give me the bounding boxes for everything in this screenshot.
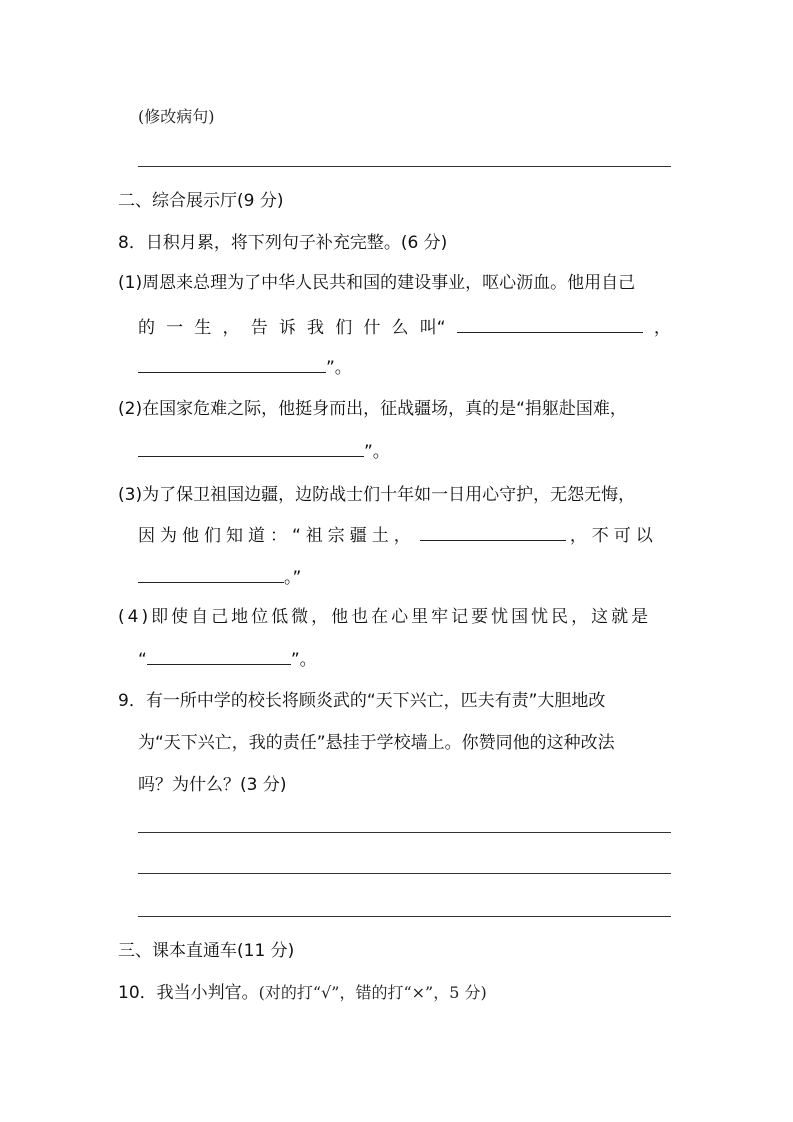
q9-line2: 为“天下兴亡，我的责任”悬挂于学校墙上。你赞同他的这种改法: [138, 733, 615, 753]
text: 诉: [278, 318, 296, 338]
q8-item3-line2: [138, 524, 658, 547]
q8-item2-line2: [138, 440, 390, 463]
text: 们: [335, 318, 353, 338]
text: 的: [138, 318, 155, 338]
q8-item3-line3: [138, 566, 301, 589]
text: ，不可以: [569, 526, 658, 546]
answer-line-q9-3[interactable]: [138, 916, 671, 917]
text: 因为他们知道：“祖宗疆土，: [138, 526, 416, 546]
fill-blank-2[interactable]: [138, 440, 364, 457]
answer-line-revise[interactable]: [138, 166, 671, 167]
section-2-heading: 二、综合展示厅(9 分): [118, 191, 284, 211]
q9-line3: 吗？为什么？(3 分): [138, 775, 287, 795]
text: 一: [166, 318, 184, 338]
q8-item1-line1: (1)周恩来总理为了中华人民共和国的建设事业，呕心沥血。他用自己: [118, 273, 636, 293]
text: 叫“: [419, 318, 446, 338]
fill-blank-4[interactable]: [147, 648, 291, 665]
text: ”。: [326, 358, 352, 378]
q8-item4-line2: [138, 648, 317, 671]
revise-sentence-instruction: (修改病句): [138, 107, 215, 126]
q8-item3-line1: (3)为了保卫祖国边疆，边防战士们十年如一日用心守护，无怨无悔，: [118, 485, 636, 505]
question-10-instruction: (对的打“√”，错的打“×”，5 分): [258, 983, 487, 1002]
fill-blank-3a[interactable]: [420, 524, 566, 541]
text: 告: [250, 318, 268, 338]
q8-item1-line2: [138, 316, 671, 339]
text: ”。: [364, 442, 390, 462]
text: ，: [653, 318, 671, 338]
text: 生: [194, 318, 212, 338]
answer-line-q9-2[interactable]: [138, 873, 671, 874]
question-10-title: 10．我当小判官。: [118, 983, 259, 1003]
answer-line-q9-1[interactable]: [138, 832, 671, 833]
fill-blank-1a[interactable]: [457, 316, 643, 333]
text: 。”: [284, 568, 302, 588]
question-8-title: 8．日积月累，将下列句子补充完整。(6 分): [118, 233, 448, 253]
text: 么: [391, 318, 409, 338]
text: 什: [363, 318, 381, 338]
q8-item1-line3: [138, 356, 352, 379]
q8-item4-line1: (4)即使自己地位低微，他也在心里牢记要忧国忧民，这就是: [118, 607, 652, 627]
text: ，: [222, 318, 240, 338]
question-10: [118, 982, 487, 1004]
text: 我: [307, 318, 325, 338]
q8-item2-line1: (2)在国家危难之际，他挺身而出，征战疆场，真的是“捐躯赴国难，: [118, 399, 627, 419]
q9-line1: 9．有一所中学的校长将顾炎武的“天下兴亡，匹夫有责”大胆地改: [118, 691, 606, 711]
fill-blank-3b[interactable]: [138, 566, 284, 583]
fill-blank-1b[interactable]: [138, 356, 326, 373]
section-3-heading: 三、课本直通车(11 分): [118, 941, 295, 961]
text: ”。: [290, 650, 317, 670]
text: “: [138, 650, 147, 670]
